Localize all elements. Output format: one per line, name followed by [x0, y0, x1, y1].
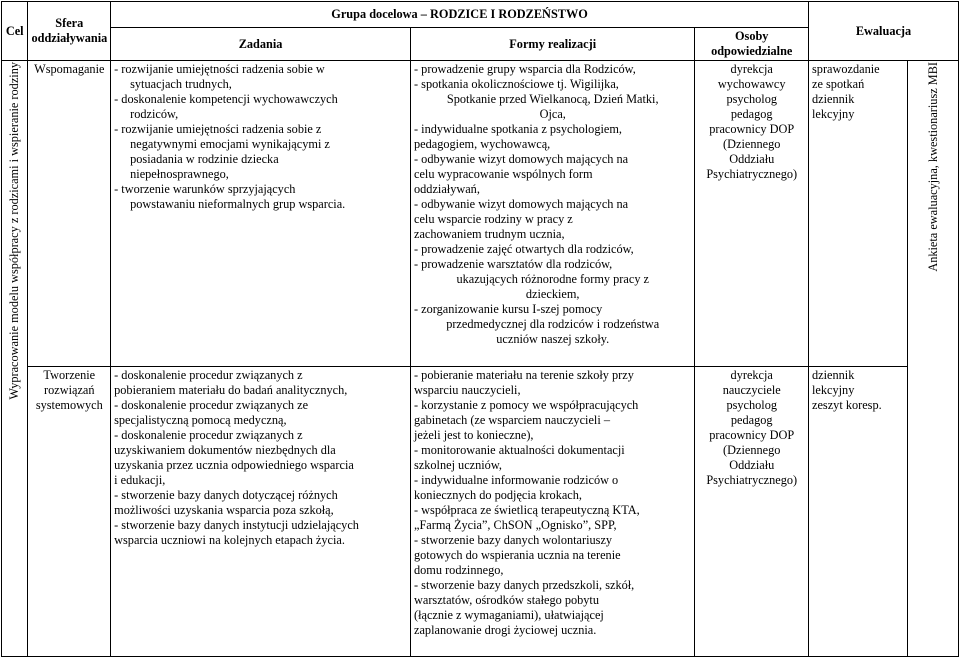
zadania-cell	[111, 367, 411, 657]
formy-line: gabinetach (ze wsparciem nauczycieli –	[414, 413, 610, 427]
formy-line: - indywidualne informowanie rodziców o	[414, 473, 619, 487]
header-osoby: Osoby odpowiedzialne	[695, 28, 809, 61]
osoby-item: psycholog	[726, 92, 777, 106]
formy-line: oddziaływań,	[414, 182, 480, 196]
zadania-line: posiadania w rodzinie dziecka	[130, 152, 279, 166]
formy-line: wsparciu nauczycieli,	[414, 383, 521, 397]
formy-line: - monitorowanie aktualności dokumentacji	[414, 443, 625, 457]
osoby-item: (Dziennego	[723, 443, 781, 457]
formy-line: - prowadzenie warsztatów dla rodziców,	[414, 257, 613, 271]
ankieta-cell	[908, 61, 959, 657]
osoby-item: Oddziału	[729, 458, 775, 472]
formy-line: celu wsparcie rodziny w pracy z	[414, 212, 573, 226]
zadania-line: - stworzenie bazy danych dotyczącej różnych	[114, 488, 338, 502]
formy-line: Ojca,	[539, 107, 566, 121]
formy-line: - stworzenie bazy danych przedszkoli, szkół,	[414, 578, 635, 592]
ewaluacja-cell	[809, 61, 908, 367]
osoby-item: pedagog	[730, 107, 773, 121]
ewaluacja-item: dziennik	[812, 92, 855, 106]
header-sfera: Sfera oddziaływania	[28, 2, 111, 61]
zadania-line: - doskonalenie procedur związanych z	[114, 428, 303, 442]
osoby-item: (Dziennego	[723, 137, 781, 151]
formy-line: zaplanowanie drogi życiowej ucznia.	[414, 623, 597, 637]
plan-table	[1, 1, 959, 657]
osoby-item: Psychiatrycznego)	[706, 167, 798, 181]
header-ewaluacja: Ewaluacja	[809, 2, 959, 61]
formy-line: domu rodzinnego,	[414, 563, 504, 577]
formy-line: przedmedycznej dla rodziców i rodzeństwa	[446, 317, 660, 331]
formy-line: dzieckiem,	[525, 287, 580, 301]
osoby-item: pracownicy DOP	[709, 428, 795, 442]
osoby-item: wychowawcy	[717, 77, 786, 91]
formy-line: jeżeli jest to konieczne),	[414, 428, 534, 442]
header-formy: Formy realizacji	[411, 28, 695, 61]
formy-line: - prowadzenie zajęć otwartych dla rodziców,	[414, 242, 634, 256]
formy-line: uczniów naszej szkoły.	[496, 332, 610, 346]
formy-line: - pobieranie materiału na terenie szkoły przy	[414, 368, 634, 382]
zadania-line: pobieraniem materiału do badań analitycznych,	[114, 383, 348, 397]
ewaluacja-item: zeszyt koresp.	[812, 398, 882, 412]
group-title: Grupa docelowa – RODZICE I RODZEŃSTWO	[111, 2, 809, 28]
formy-line: - spotkania okolicznościowe tj. Wigilijka,	[414, 77, 619, 91]
osoby-item: pracownicy DOP	[709, 122, 795, 136]
zadania-line: rodziców,	[130, 107, 179, 121]
cel-cell	[2, 61, 28, 657]
formy-line: szkolnej uczniów,	[414, 458, 502, 472]
osoby-item: nauczyciele	[722, 383, 781, 397]
zadania-line: sytuacjach trudnych,	[130, 77, 232, 91]
zadania-line: - rozwijanie umiejętności radzenia sobie w	[114, 62, 325, 76]
formy-line: - korzystanie z pomocy we współpracujących	[414, 398, 639, 412]
ankieta-text: Ankieta ewaluacyjna, kwestionariusz MBI	[925, 62, 940, 272]
formy-line: (łącznie z wymaganiami), ułatwiającej	[414, 608, 604, 622]
formy-line: - odbywanie wizyt domowych mających na	[414, 197, 629, 211]
zadania-cell	[111, 61, 411, 367]
ewaluacja-item: lekcyjny	[812, 383, 855, 397]
formy-line: - indywidualne spotkania z psychologiem,	[414, 122, 622, 136]
zadania-line: specjalistyczną pomocą medyczną,	[114, 413, 287, 427]
zadania-line: niepełnosprawnego,	[130, 167, 229, 181]
formy-cell	[411, 61, 695, 367]
formy-line: zachowaniem trudnym ucznia,	[414, 227, 565, 241]
zadania-line: wsparcia uczniowi na kolejnych etapach życia.	[114, 533, 345, 547]
formy-line: koniecznych do podjęcia krokach,	[414, 488, 582, 502]
formy-line: „Farmą Życia”, ChSON „Ognisko”, SPP,	[414, 518, 617, 532]
formy-cell	[411, 367, 695, 657]
osoby-item: Oddziału	[729, 152, 775, 166]
osoby-item: dyrekcja	[730, 62, 773, 76]
cel-text: Wypracowanie modelu współpracy z rodzicami i wspieranie rodziny	[7, 62, 22, 400]
zadania-line: - stworzenie bazy danych instytucji udzielających	[114, 518, 359, 532]
osoby-item: Psychiatrycznego)	[706, 473, 798, 487]
osoby-item: pedagog	[730, 413, 773, 427]
header-cel: Cel	[2, 2, 28, 61]
osoby-item: dyrekcja	[730, 368, 773, 382]
ewaluacja-cell	[809, 367, 908, 657]
zadania-line: - doskonalenie kompetencji wychowawczych	[114, 92, 338, 106]
formy-line: ukazujących różnorodne formy pracy z	[456, 272, 649, 286]
zadania-line: i edukacji,	[114, 473, 166, 487]
zadania-line: negatywnymi emocjami wynikającymi z	[130, 137, 330, 151]
zadania-line: możliwości uzyskania wsparcia poza szkołą,	[114, 503, 334, 517]
zadania-line: powstawaniu nieformalnych grup wsparcia.	[130, 197, 346, 211]
header-zadania: Zadania	[111, 28, 411, 61]
formy-line: pedagogiem, wychowawcą,	[414, 137, 551, 151]
osoby-cell	[695, 61, 809, 367]
osoby-cell	[695, 367, 809, 657]
sfera-tworzenie: Tworzenie rozwiązań systemowych	[28, 367, 111, 657]
ewaluacja-item: ze spotkań	[812, 77, 865, 91]
formy-line: - współpraca ze świetlicą terapeutyczną KTA,	[414, 503, 640, 517]
sfera-wspomaganie: Wspomaganie	[28, 61, 111, 367]
formy-line: - stworzenie bazy danych wolontariuszy	[414, 533, 613, 547]
zadania-line: uzyskiwaniem dokumentów niezbędnych dla	[114, 443, 336, 457]
ewaluacja-item: dziennik	[812, 368, 855, 382]
formy-line: warsztatów, ośrodków stałego pobytu	[414, 593, 599, 607]
zadania-line: - tworzenie warunków sprzyjających	[114, 182, 296, 196]
zadania-line: uzyskania przez ucznia odpowiedniego wsparcia	[114, 458, 354, 472]
ewaluacja-item: sprawozdanie	[812, 62, 880, 76]
ewaluacja-item: lekcyjny	[812, 107, 855, 121]
formy-line: Spotkanie przed Wielkanocą, Dzień Matki,	[446, 92, 659, 106]
formy-line: - zorganizowanie kursu I-szej pomocy	[414, 302, 603, 316]
zadania-line: - rozwijanie umiejętności radzenia sobie z	[114, 122, 322, 136]
osoby-item: psycholog	[726, 398, 777, 412]
formy-line: celu wypracowanie wspólnych form	[414, 167, 593, 181]
formy-line: - odbywanie wizyt domowych mających na	[414, 152, 629, 166]
zadania-line: - doskonalenie procedur związanych z	[114, 368, 303, 382]
formy-line: gotowych do wspierania ucznia na terenie	[414, 548, 621, 562]
zadania-line: - doskonalenie procedur związanych ze	[114, 398, 309, 412]
formy-line: - prowadzenie grupy wsparcia dla Rodziców,	[414, 62, 636, 76]
